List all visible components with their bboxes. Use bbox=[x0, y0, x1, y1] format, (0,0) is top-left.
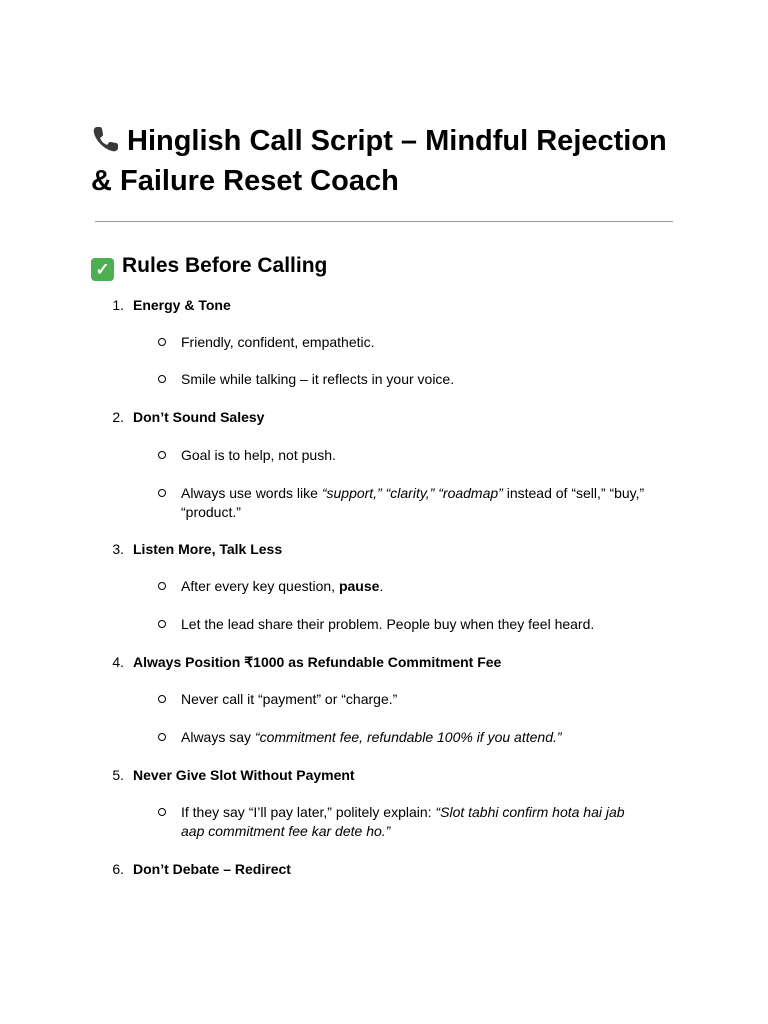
rule-heading: Never Give Slot Without Payment bbox=[133, 767, 355, 783]
rule-point-text: Never call it “payment” or “charge.” bbox=[181, 691, 398, 707]
rule-number: 4. bbox=[112, 654, 124, 670]
text-suffix: . bbox=[379, 578, 384, 594]
rule-point-text: Let the lead share their problem. People buy when they feel heard. bbox=[181, 616, 595, 632]
text-prefix: Always use words like bbox=[181, 485, 322, 501]
horizontal-divider bbox=[95, 221, 673, 222]
text-prefix: If they say “I’ll pay later,” politely explain: bbox=[181, 804, 436, 820]
rule-item bbox=[110, 653, 670, 673]
text-prefix: Always say bbox=[181, 729, 255, 745]
rule-point-text: Friendly, confident, empathetic. bbox=[181, 334, 375, 350]
bold-text: pause bbox=[338, 578, 380, 594]
rule-heading: Energy & Tone bbox=[133, 297, 231, 313]
rule-heading: Don’t Sound Salesy bbox=[133, 409, 265, 425]
rule-heading: Listen More, Talk Less bbox=[133, 541, 283, 557]
section-heading-text: Rules Before Calling bbox=[122, 254, 328, 277]
italic-text: “Slot tabhi confirm hota hai jab aap commitment fee kar dete ho.” bbox=[181, 804, 625, 839]
rule-item bbox=[110, 766, 670, 786]
text-suffix: instead of “sell,” “buy,” “product.” bbox=[181, 485, 645, 520]
hollow-bullet-icon bbox=[158, 451, 166, 459]
hollow-bullet-icon bbox=[158, 620, 166, 628]
italic-text: “support,” “clarity,” “roadmap” bbox=[321, 485, 503, 501]
hollow-bullet-icon bbox=[158, 489, 166, 497]
page-title bbox=[91, 121, 691, 201]
check-mark-icon: ✓ bbox=[91, 258, 114, 281]
italic-text: “commitment fee, refundable 100% if you attend.” bbox=[254, 729, 562, 745]
hollow-bullet-icon bbox=[158, 582, 166, 590]
rule-item bbox=[110, 296, 670, 316]
hollow-bullet-icon bbox=[158, 808, 166, 816]
telephone-icon bbox=[91, 121, 127, 161]
rule-point-text bbox=[181, 484, 651, 522]
rule-number: 2. bbox=[112, 409, 124, 425]
hollow-bullet-icon bbox=[158, 695, 166, 703]
rule-point-text bbox=[181, 728, 651, 747]
rule-point-text: Smile while talking – it reflects in your voice. bbox=[181, 371, 455, 387]
hollow-bullet-icon bbox=[158, 338, 166, 346]
title-text: Hinglish Call Script – Mindful Rejection & Failure Reset Coach bbox=[91, 125, 667, 197]
rule-point-text bbox=[181, 803, 651, 841]
rule-item bbox=[110, 540, 670, 560]
rule-heading: Always Position ₹1000 as Refundable Commitment Fee bbox=[133, 654, 502, 670]
rule-heading: Don’t Debate – Redirect bbox=[133, 861, 291, 877]
rule-point-text: Goal is to help, not push. bbox=[181, 447, 336, 463]
rule-number: 3. bbox=[112, 541, 124, 557]
text-prefix: After every key question, bbox=[181, 578, 339, 594]
rule-item bbox=[110, 860, 670, 880]
rule-number: 1. bbox=[112, 297, 124, 313]
hollow-bullet-icon bbox=[158, 375, 166, 383]
section-heading bbox=[91, 251, 327, 281]
rule-number: 6. bbox=[112, 861, 124, 877]
hollow-bullet-icon bbox=[158, 733, 166, 741]
rule-item bbox=[110, 408, 670, 428]
rule-number: 5. bbox=[112, 767, 124, 783]
rule-point-text bbox=[181, 577, 651, 596]
